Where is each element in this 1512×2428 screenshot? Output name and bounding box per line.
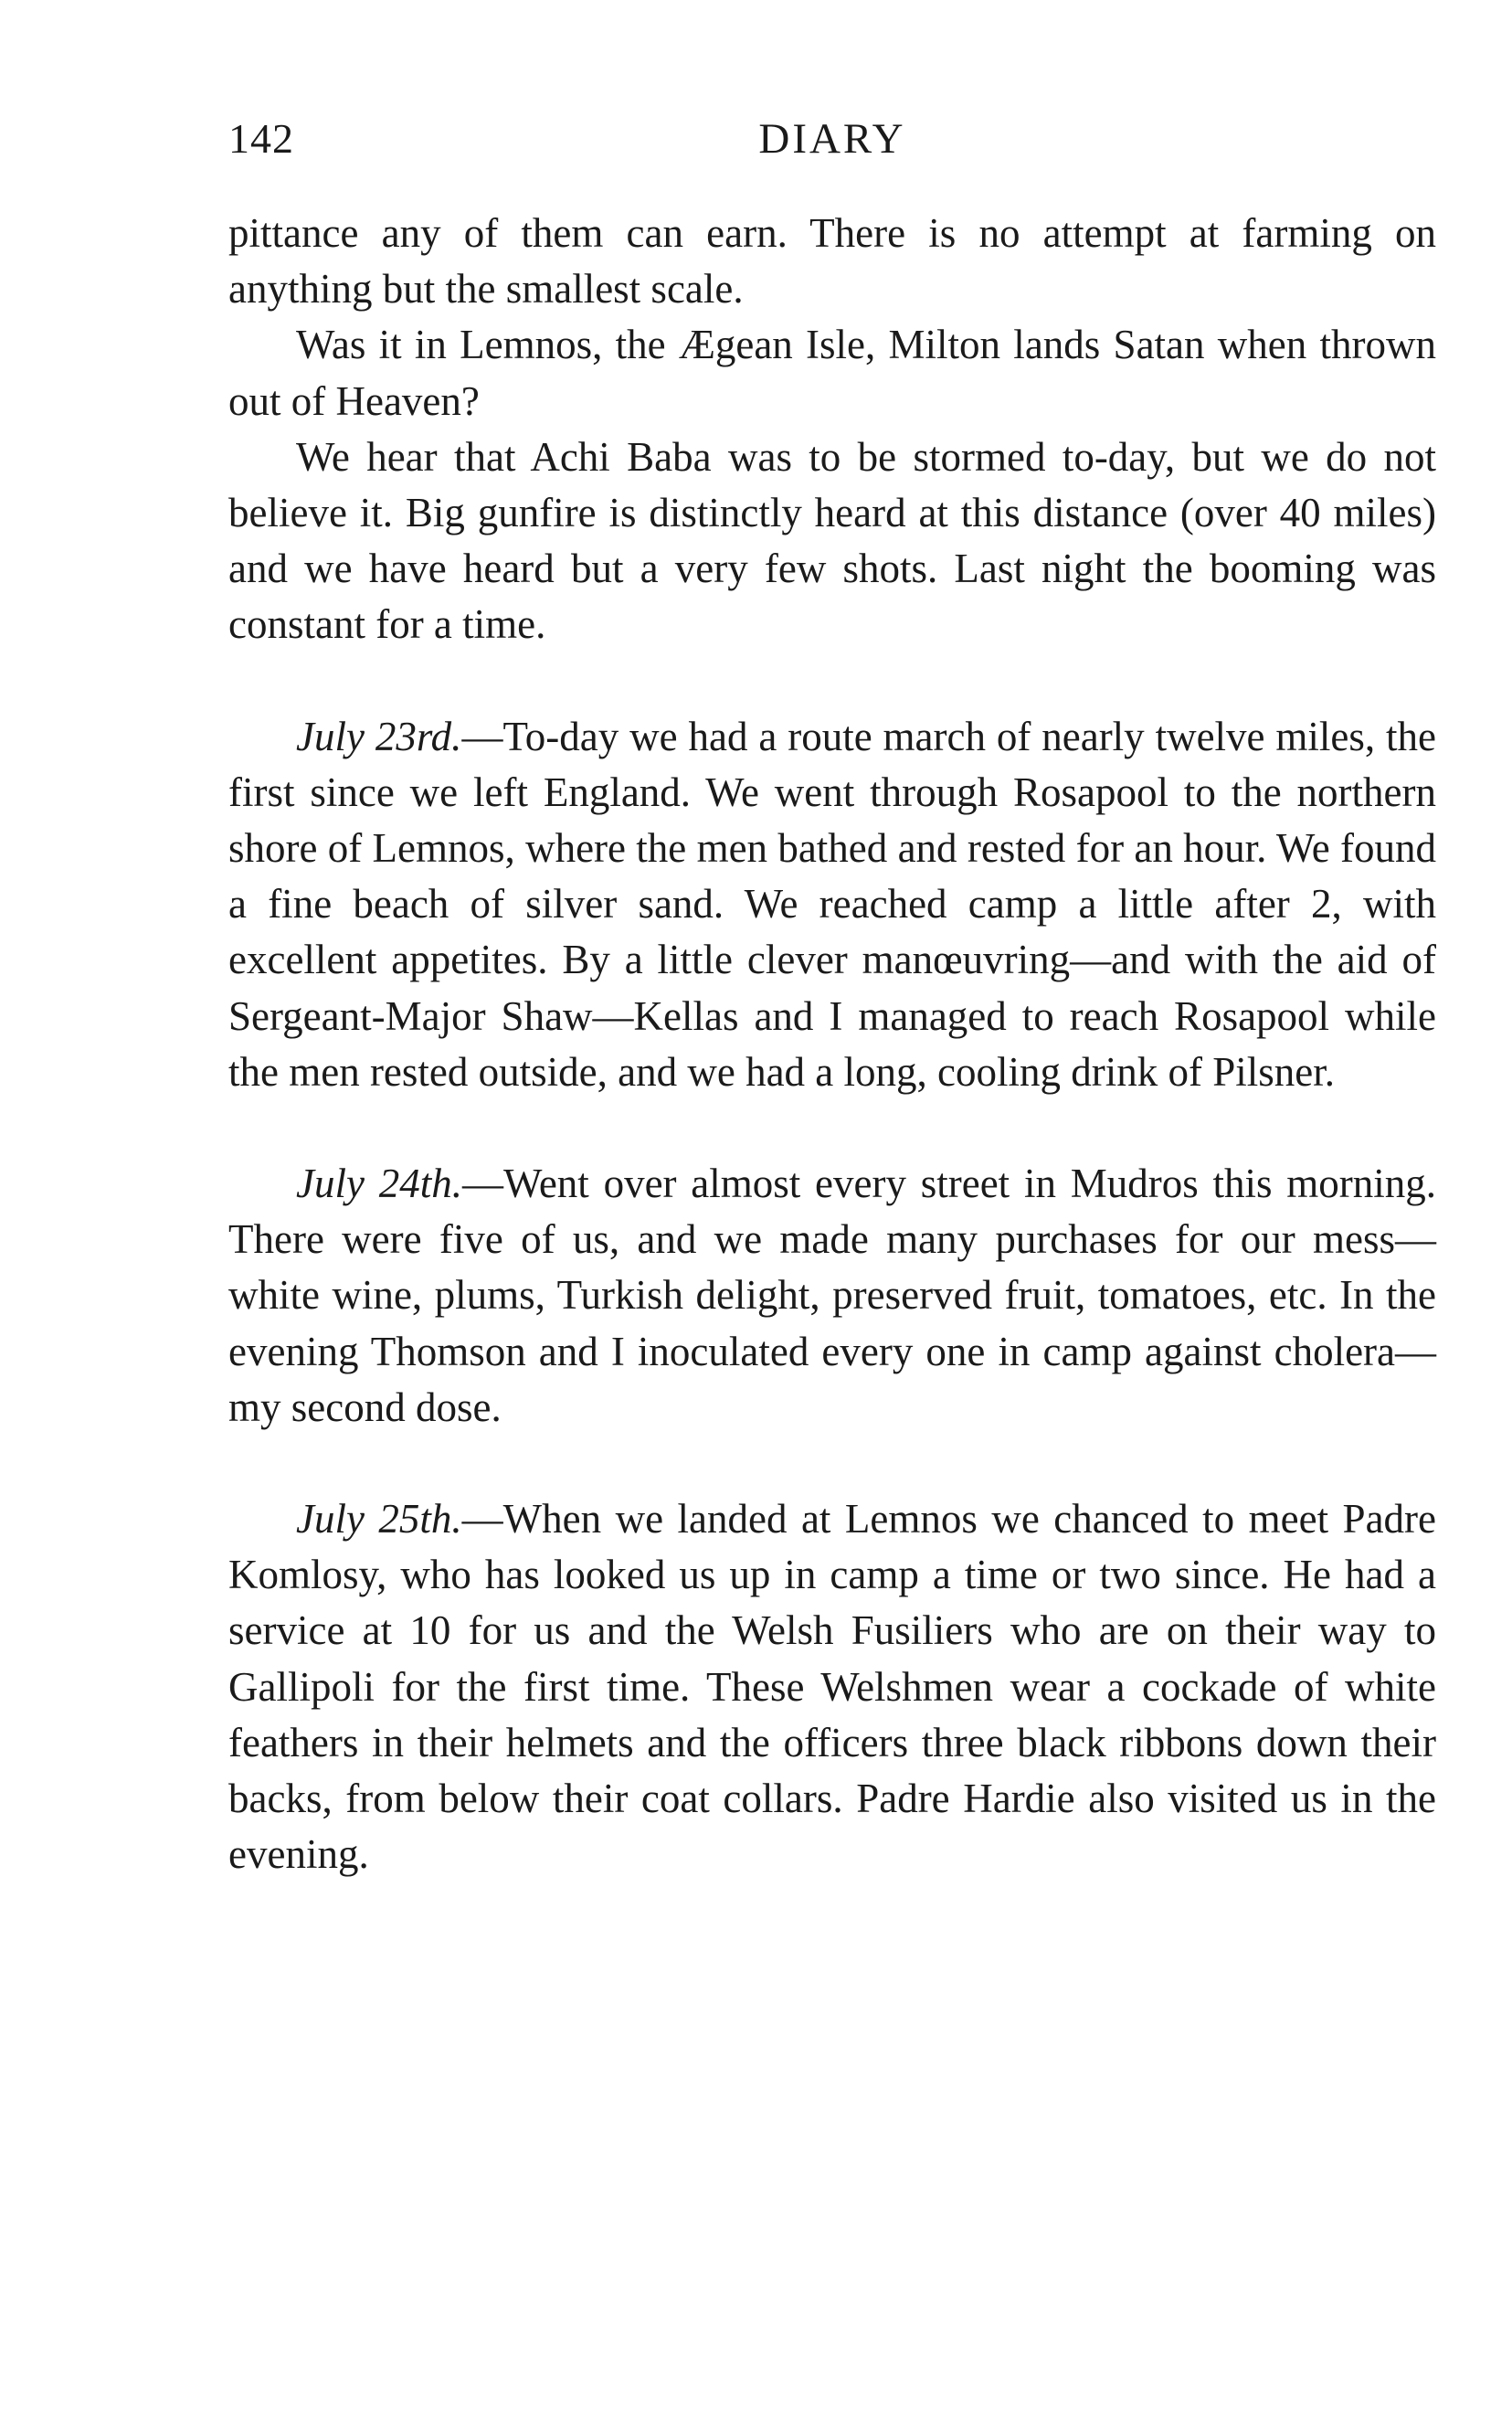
entry-date: July 23rd. — [296, 713, 462, 759]
entry-date: July 25th. — [296, 1496, 462, 1543]
entry-date: July 24th. — [296, 1161, 462, 1207]
body-text — [228, 206, 1436, 1882]
entry-text: —To-day we had a route march of nearly twelve miles, the first since we left England. We went through Rosapool to the northern shore of Lemnos, where the men bathed and rested for an hour. We found a fine beach of silver sand. We reached camp a little after 2, with excellent appetites. By a little clever manœuvring—and with the aid of Sergeant-Major Shaw—Kellas and I managed to reach Rosapool while the men rested outside, and we had a long, cooling drink of Pilsner. — [228, 713, 1437, 1095]
entry-text: —When we landed at Lemnos we chanced to meet Padre Komlosy, who has looked us up in camp a time or two since. He had a service at 10 for us and the Welsh Fusiliers who are on their way to Gallipoli for the first time. These Welshmen wear a cockade of white feathers in their helmets and the officers three black ribbons down their backs, from below their coat collars. Padre Hardie also visited us in the evening. — [228, 1496, 1436, 1878]
paragraph-milton: Was it in Lemnos, the Ægean Isle, Milton lands Satan when thrown out of Heaven? — [228, 322, 1436, 424]
entry-text: —Went over almost every street in Mudros this morning. There were five of us, and we made many purchases for our mess—white wine, plums, Turkish delight, preserved fruit, tomatoes, etc. In the evening Thomson and I inoculated every one in camp against cholera—my second dose. — [228, 1161, 1436, 1430]
running-head: DIARY — [758, 115, 906, 163]
diary-entry-july-25 — [228, 1491, 1436, 1882]
paragraph-achi-baba: We hear that Achi Baba was to be stormed to-day, but we do not believe it. Big gunfire is distinctly heard at this distance (over 40 miles) and we have heard but a very few shots. Last night the booming was constant for a time. — [228, 433, 1436, 648]
diary-entry-july-24 — [228, 1156, 1436, 1436]
page-number: 142 — [228, 115, 294, 162]
diary-entry-july-23 — [228, 709, 1436, 1100]
paragraph-continuation: pittance any of them can earn. There is no attempt at farming on anything but the smallest scale. — [228, 210, 1436, 313]
page-header — [228, 114, 1436, 178]
